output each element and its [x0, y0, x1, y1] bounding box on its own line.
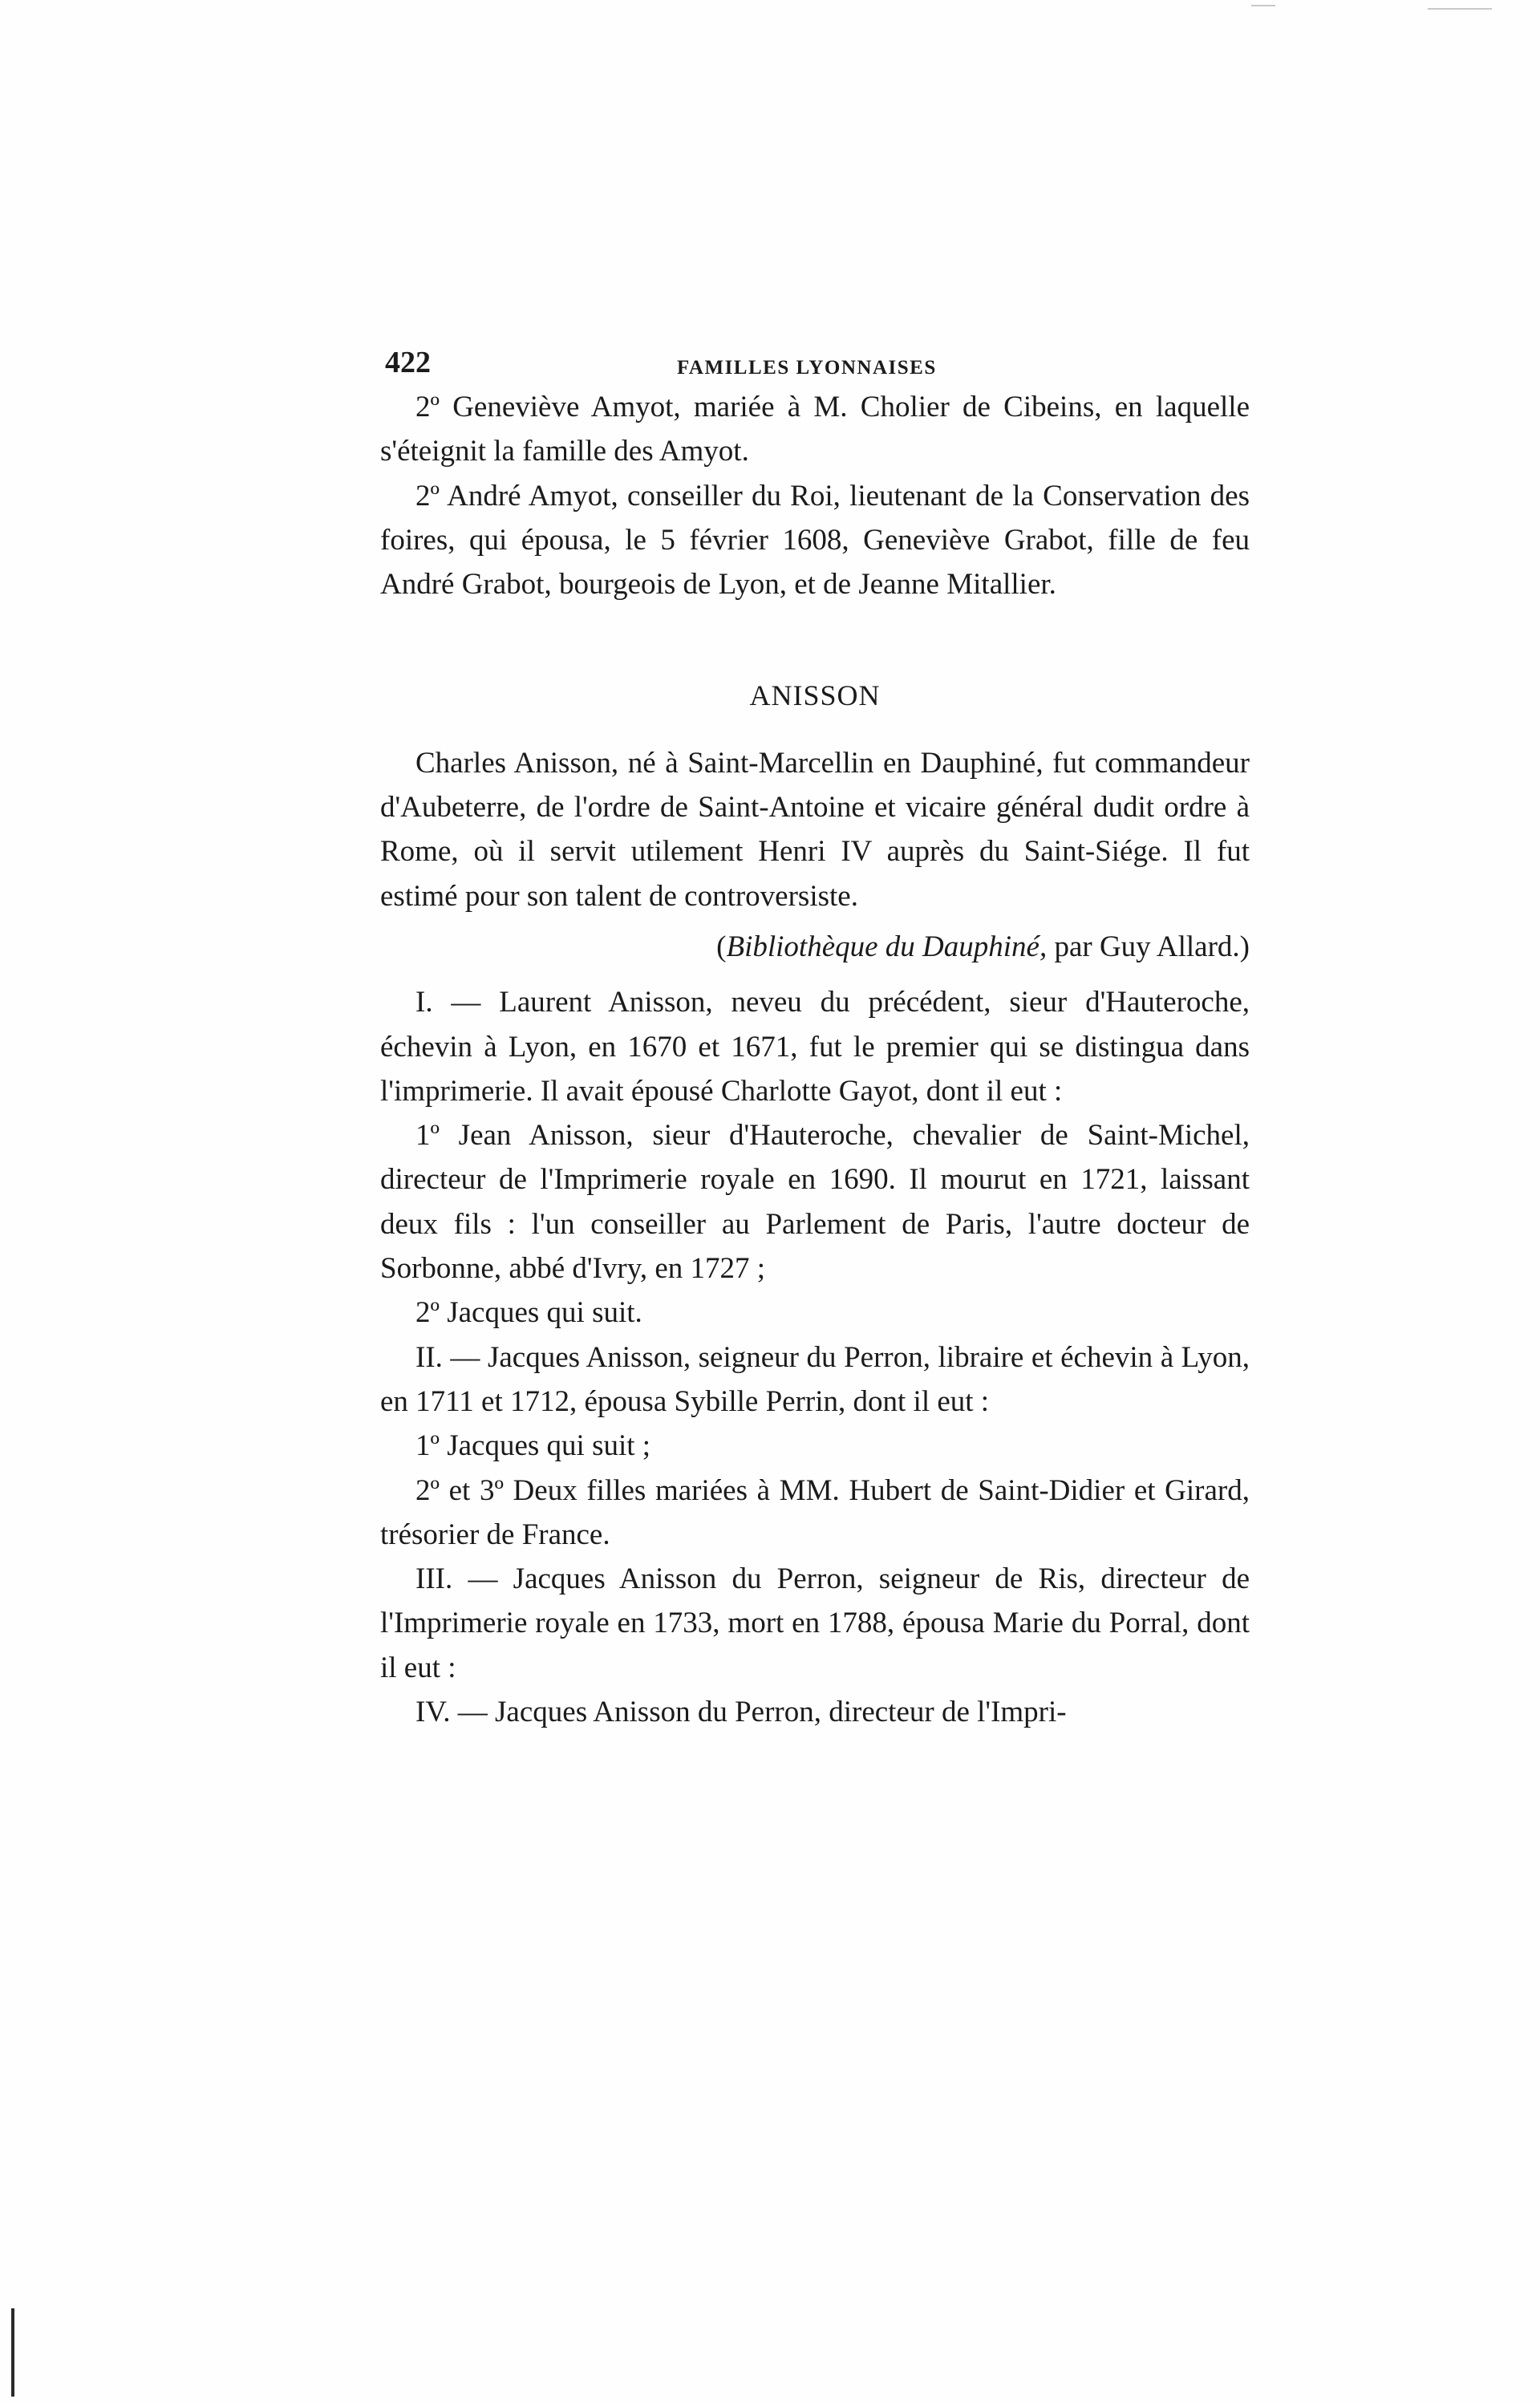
paragraph-generation-4: IV. — Jacques Anisson du Perron, directeur de l'Impri-	[415, 1696, 1067, 1729]
citation-author: par Guy Allard.)	[1047, 930, 1250, 963]
paragraph-generation-1: I. — Laurent Anisson, neveu du précédent, sieur d'Hauteroche, échevin à Lyon, en 1670 et 1671, fut le premier qui se distingua dans l'imprimerie. Il avait épousé Charlotte Gayot, dont il eut :	[380, 986, 1250, 1108]
paragraph-genevieve-amyot: 2º Geneviève Amyot, mariée à M. Cholier de Cibeins, en laquelle s'éteignit la famille des Amyot.	[380, 391, 1250, 468]
page-number: 422	[385, 346, 431, 379]
paragraph-deux-filles: 2º et 3º Deux filles mariées à MM. Hubert de Saint-Didier et Girard, trésorier de France.	[380, 1473, 1250, 1551]
margin-scan-mark	[11, 2308, 14, 2397]
citation-work-title: Bibliothèque du Dauphiné,	[726, 930, 1048, 963]
citation-open: (	[716, 930, 727, 963]
running-title: FAMILLES LYONNAISES	[677, 357, 937, 379]
paragraph-jean-anisson: 1º Jean Anisson, sieur d'Hauteroche, chevalier de Saint-Michel, directeur de l'Imprimerie royale en 1690. Il mourut en 1721, laissant deux fils : l'un conseiller au Parlement de Paris, l'autre docteur de Sorbonne, abbé d'Ivry, en 1727 ;	[380, 1119, 1250, 1286]
text-column	[380, 341, 1250, 1734]
paragraph-jacques-suit: 2º Jacques qui suit.	[415, 1296, 642, 1330]
scan-edge-mark	[1251, 5, 1275, 6]
paragraph-andre-amyot: 2º André Amyot, conseiller du Roi, lieutenant de la Conservation des foires, qui épousa, le 5 février 1608, Geneviève Grabot, fille de feu André Grabot, bourgeois de Lyon, et de Jeanne Mitallier.	[380, 479, 1250, 602]
paragraph-generation-3: III. — Jacques Anisson du Perron, seigneur de Ris, directeur de l'Imprimerie royale en 1733, mort en 1788, épousa Marie du Porral, dont il eut :	[380, 1562, 1250, 1684]
scan-edge-mark	[1428, 8, 1492, 10]
section-heading: ANISSON	[749, 679, 881, 712]
paragraph-generation-2: II. — Jacques Anisson, seigneur du Perron, libraire et échevin à Lyon, en 1711 et 1712, épousa Sybille Perrin, dont il eut :	[380, 1340, 1250, 1418]
paragraph-jacques-suit-2: 1º Jacques qui suit ;	[415, 1429, 651, 1463]
source-citation	[380, 925, 1250, 969]
paragraph-charles-anisson: Charles Anisson, né à Saint-Marcellin en Dauphiné, fut commandeur d'Aubeterre, de l'ordre de Saint-Antoine et vicaire général dudit ordre à Rome, où il servit utilement Henri IV auprès du Saint-Siége. Il fut estimé pour son talent de controversiste.	[380, 746, 1250, 913]
running-head	[380, 341, 1250, 385]
